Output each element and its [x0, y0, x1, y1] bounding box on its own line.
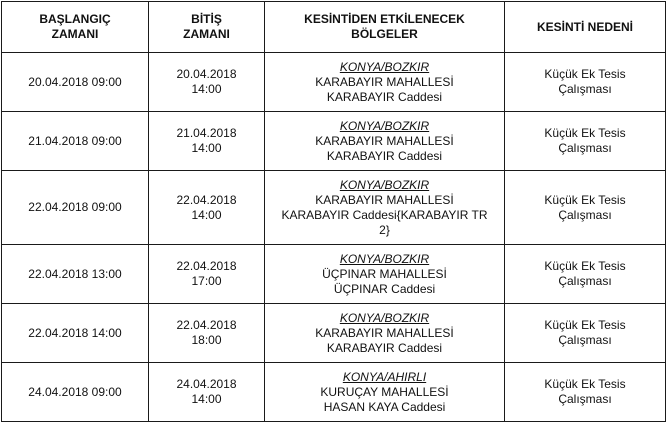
- end-date: 20.04.2018: [176, 67, 237, 81]
- end-date: 22.04.2018: [176, 192, 237, 207]
- end-date: 24.04.2018: [176, 377, 237, 391]
- start-time-cell: 22.04.2018 09:00: [2, 171, 149, 245]
- region-label: KONYA/BOZKIR: [339, 310, 430, 325]
- end-hour: 17:00: [191, 274, 222, 288]
- reason-line: Küçük Ek Tesis: [544, 126, 626, 140]
- street-label: KARABAYIR Caddesi: [326, 89, 443, 104]
- header-start-time: [2, 2, 149, 53]
- reason-line: Küçük Ek Tesis: [544, 318, 626, 332]
- region-label: KONYA/AHIRLI: [342, 369, 427, 384]
- reason-cell: [505, 171, 666, 245]
- region-label: KONYA/BOZKIR: [339, 251, 430, 266]
- table-row: [2, 171, 666, 245]
- reason-line: Çalışması: [558, 392, 612, 406]
- reason-cell: [505, 53, 666, 112]
- table-row: [2, 53, 666, 112]
- neighborhood-label: KURUÇAY MAHALLESİ: [320, 384, 449, 399]
- header-reason-label: KESİNTİ NEDENİ: [536, 19, 633, 34]
- end-date: 22.04.2018: [176, 259, 237, 273]
- neighborhood-label: KARABAYIR MAHALLESİ: [315, 325, 454, 340]
- street-label: KARABAYIR Caddesi: [326, 340, 443, 355]
- reason-cell: [505, 245, 666, 304]
- street-label: KARABAYIR Caddesi: [326, 148, 443, 163]
- affected-area-cell: [265, 53, 505, 112]
- start-time-cell: 22.04.2018 14:00: [2, 304, 149, 363]
- end-hour: 14:00: [191, 207, 222, 222]
- start-time-cell: 20.04.2018 09:00: [2, 53, 149, 112]
- neighborhood-label: KARABAYIR MAHALLESİ: [315, 74, 454, 89]
- start-time-cell: 22.04.2018 13:00: [2, 245, 149, 304]
- end-time-cell: [149, 53, 265, 112]
- neighborhood-label: KARABAYIR MAHALLESİ: [315, 133, 454, 148]
- header-areas-line: BÖLGELER: [351, 27, 418, 41]
- region-label: KONYA/BOZKIR: [339, 177, 430, 192]
- reason-line: Çalışması: [558, 207, 612, 222]
- end-hour: 14:00: [191, 82, 222, 96]
- table-header-row: [2, 2, 666, 53]
- reason-line: Çalışması: [558, 274, 612, 288]
- reason-line: Çalışması: [558, 333, 612, 347]
- header-start-line: BAŞLANGIÇ: [39, 12, 111, 26]
- reason-line: Çalışması: [558, 82, 612, 96]
- street-label-continued: 2}: [379, 222, 390, 237]
- end-time-cell: [149, 112, 265, 171]
- end-time-cell: [149, 171, 265, 245]
- end-time-cell: [149, 363, 265, 422]
- end-hour: 18:00: [191, 333, 222, 347]
- table-row: [2, 245, 666, 304]
- start-time-cell: 24.04.2018 09:00: [2, 363, 149, 422]
- affected-area-cell: [265, 304, 505, 363]
- end-date: 21.04.2018: [176, 126, 237, 140]
- reason-line: Küçük Ek Tesis: [544, 192, 626, 207]
- reason-cell: [505, 363, 666, 422]
- end-hour: 14:00: [191, 392, 222, 406]
- region-label: KONYA/BOZKIR: [339, 59, 430, 74]
- street-label: ÜÇPINAR Caddesi: [333, 281, 436, 296]
- table-row: [2, 112, 666, 171]
- street-label: KARABAYIR Caddesi{KARABAYIR TR: [281, 207, 488, 222]
- outage-schedule-table: [1, 1, 666, 422]
- header-affected-areas: [265, 2, 505, 53]
- header-start-line: ZAMANI: [51, 27, 99, 41]
- reason-line: Çalışması: [558, 141, 612, 155]
- end-time-cell: [149, 245, 265, 304]
- header-end-time: [149, 2, 265, 53]
- reason-line: Küçük Ek Tesis: [544, 259, 626, 273]
- reason-cell: [505, 112, 666, 171]
- end-date: 22.04.2018: [176, 318, 237, 332]
- neighborhood-label: ÜÇPINAR MAHALLESİ: [322, 266, 447, 281]
- start-time-cell: 21.04.2018 09:00: [2, 112, 149, 171]
- affected-area-cell: [265, 245, 505, 304]
- affected-area-cell: [265, 363, 505, 422]
- header-end-line: BİTİŞ: [191, 12, 222, 26]
- affected-area-cell: [265, 112, 505, 171]
- table-row: [2, 363, 666, 422]
- header-reason: [505, 2, 666, 53]
- affected-area-cell: [265, 171, 505, 245]
- reason-line: Küçük Ek Tesis: [544, 377, 626, 391]
- table-row: [2, 304, 666, 363]
- region-label: KONYA/BOZKIR: [339, 118, 430, 133]
- neighborhood-label: KARABAYIR MAHALLESİ: [315, 192, 454, 207]
- end-time-cell: [149, 304, 265, 363]
- reason-line: Küçük Ek Tesis: [544, 67, 626, 81]
- street-label: HASAN KAYA Caddesi: [323, 399, 446, 414]
- header-areas-line: KESİNTİDEN ETKİLENECEK: [304, 12, 465, 26]
- reason-cell: [505, 304, 666, 363]
- end-hour: 14:00: [191, 141, 222, 155]
- header-end-line: ZAMANI: [183, 27, 230, 41]
